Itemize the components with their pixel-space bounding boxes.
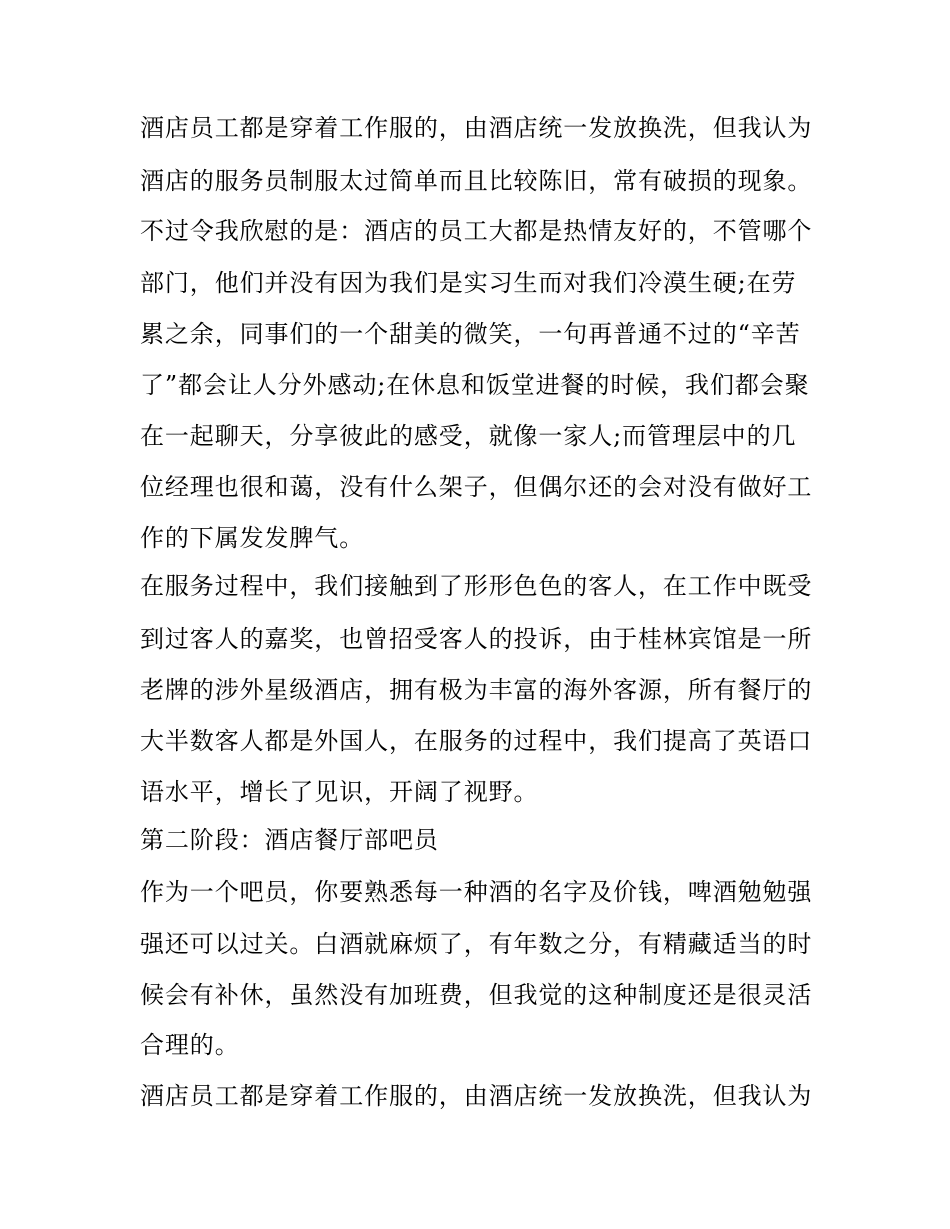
text-line: 部门，他们并没有因为我们是实习生而对我们冷漠生硬;在劳	[140, 269, 797, 297]
text-line: 酒店员工都是穿着工作服的，由酒店统一发放换洗，但我认为	[140, 114, 813, 142]
text-line: 了”都会让人分外感动;在休息和饭堂进餐的时候，我们都会聚	[140, 371, 810, 399]
text-line: 酒店员工都是穿着工作服的，由酒店统一发放换洗，但我认为	[140, 1082, 813, 1110]
text-line: 合理的。	[140, 1031, 240, 1059]
text-line: 到过客人的嘉奖，也曾招受客人的投诉，由于桂林宾馆是一所	[140, 625, 813, 653]
text-line: 酒店的服务员制服太过简单而且比较陈旧，常有破损的现象。	[140, 167, 813, 195]
text-line: 语水平，增长了见识，开阔了视野。	[140, 778, 539, 806]
text-line: 作为一个吧员，你要熟悉每一种酒的名字及价钱，啤酒勉勉强	[140, 878, 813, 906]
text-line: 不过令我欣慰的是：酒店的员工大都是热情友好的，不管哪个	[140, 217, 813, 245]
text-line: 大半数客人都是外国人，在服务的过程中，我们提高了英语口	[140, 727, 813, 755]
section-heading: 第二阶段：酒店餐厅部吧员	[140, 826, 439, 854]
text-line: 在一起聊天，分享彼此的感受，就像一家人;而管理层中的几	[140, 422, 797, 450]
text-line: 累之余，同事们的一个甜美的微笑，一句再普通不过的“辛苦	[140, 320, 801, 348]
text-line: 老牌的涉外星级酒店，拥有极为丰富的海外客源，所有餐厅的	[140, 676, 813, 704]
text-line: 候会有补休，虽然没有加班费，但我觉的这种制度还是很灵活	[140, 981, 813, 1009]
text-line: 强还可以过关。白酒就麻烦了，有年数之分，有精藏适当的时	[140, 930, 813, 958]
text-line: 在服务过程中，我们接触到了形形色色的客人，在工作中既受	[140, 572, 813, 600]
text-line: 位经理也很和蔼，没有什么架子，但偶尔还的会对没有做好工	[140, 473, 813, 501]
text-line: 作的下属发发脾气。	[140, 524, 365, 552]
